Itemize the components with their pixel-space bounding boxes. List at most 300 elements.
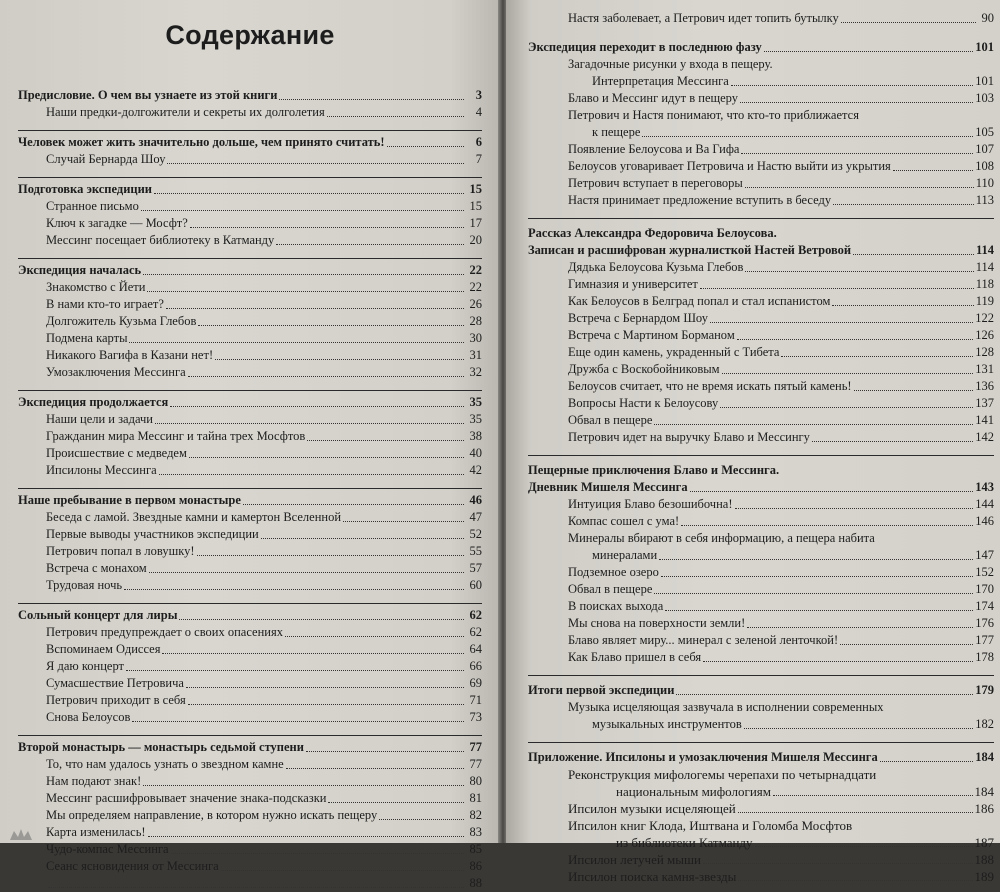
toc-entry-page: 184 <box>974 784 994 799</box>
toc-entry-title: Происшествие с медведем <box>46 446 187 460</box>
toc-entry-title: Встреча с Мартином Борманом <box>568 328 735 342</box>
right-page <box>506 0 1000 884</box>
toc-entry-page: 28 <box>469 314 482 328</box>
leader-dots <box>148 836 464 837</box>
toc-entry-title: Сумасшествие Петровича <box>46 676 184 690</box>
toc-section <box>18 488 482 594</box>
toc-entry <box>528 429 994 446</box>
toc-entry <box>18 151 482 168</box>
toc-entry-page: 182 <box>975 717 994 731</box>
leader-dots <box>737 339 974 340</box>
toc-entry-title: Подземное озеро <box>568 565 659 579</box>
toc-section <box>528 675 994 733</box>
leader-dots <box>387 146 464 147</box>
toc-entry <box>528 716 994 733</box>
leader-dots <box>147 291 464 292</box>
toc-entry-page: 15 <box>469 199 482 213</box>
toc-entry <box>18 198 482 215</box>
toc-entry-title: Умозаключения Мессинга <box>46 365 186 379</box>
toc-entry <box>528 141 994 158</box>
leader-dots <box>893 170 973 171</box>
toc-entry-page: 152 <box>975 565 994 579</box>
toc-entry <box>528 615 994 632</box>
toc-entry <box>528 293 994 310</box>
toc-entry-title: Дружба с Воскобойниковым <box>568 362 720 376</box>
leader-dots <box>832 305 973 306</box>
toc-entry-page: 176 <box>975 616 994 630</box>
right-toc-list <box>528 39 994 885</box>
leader-dots <box>132 721 464 722</box>
toc-entry-page: 47 <box>469 510 482 524</box>
toc-section-heading <box>18 739 482 756</box>
toc-section-title: Экспедиция переходит в последнюю фазу <box>528 40 762 54</box>
toc-entry-page: 189 <box>974 869 994 884</box>
leader-dots <box>738 812 973 813</box>
toc-entry <box>528 10 994 27</box>
toc-entry <box>18 428 482 445</box>
toc-section <box>18 258 482 381</box>
toc-entry-title: Мессинг посещает библиотеку в Катманду <box>46 233 275 247</box>
toc-entry <box>528 90 994 107</box>
leader-dots <box>327 116 464 117</box>
toc-entry-title: Минералы вбирают в себя информацию, а пещера набита <box>568 531 875 545</box>
toc-entry-page: 101 <box>975 74 994 88</box>
toc-entry <box>18 858 482 875</box>
leader-dots <box>681 525 973 526</box>
toc-entry-page: 122 <box>975 311 994 325</box>
toc-entry <box>528 513 994 530</box>
toc-entry <box>528 56 994 73</box>
toc-section <box>18 87 482 121</box>
toc-section-heading <box>18 134 482 151</box>
leader-dots <box>141 210 464 211</box>
leader-dots <box>215 359 464 360</box>
toc-entry-page: 105 <box>975 125 994 139</box>
leader-dots <box>690 491 974 492</box>
toc-entry <box>528 276 994 293</box>
toc-section-heading <box>528 39 994 56</box>
toc-entry-page: 90 <box>981 11 994 25</box>
toc-entry <box>18 709 482 726</box>
publisher-emblem-icon <box>8 827 34 841</box>
toc-entry-title: Еще один камень, украденный с Тибета <box>568 345 780 359</box>
leader-dots <box>306 751 464 752</box>
toc-entry-page: 178 <box>975 650 994 664</box>
toc-entry-page: 174 <box>975 599 994 613</box>
leader-dots <box>853 254 974 255</box>
toc-entry <box>18 330 482 347</box>
toc-section <box>528 218 994 446</box>
toc-section-heading <box>528 242 994 259</box>
toc-entry <box>18 658 482 675</box>
toc-entry <box>18 756 482 773</box>
leader-dots <box>764 51 974 52</box>
toc-entry-title: Сеанс ясновидения от Мессинга <box>46 859 219 873</box>
leader-dots <box>276 244 464 245</box>
toc-entry-title: Дядька Белоусова Кузьма Глебов <box>568 260 744 274</box>
toc-entry-title: Встреча с монахом <box>46 561 147 575</box>
toc-entry-title: Компас сошел с ума! <box>568 514 680 528</box>
toc-entry-page: 110 <box>975 176 994 190</box>
toc-entry <box>528 395 994 412</box>
toc-entry-page: 66 <box>469 659 482 673</box>
toc-entry <box>528 530 994 547</box>
toc-entry-title: Гимназия и университет <box>568 277 698 291</box>
leader-dots <box>155 423 464 424</box>
toc-entry-page: 80 <box>469 774 482 788</box>
toc-entry <box>528 800 994 817</box>
toc-entry-page: 17 <box>469 216 482 230</box>
leader-dots <box>710 322 973 323</box>
leader-dots <box>642 136 973 137</box>
toc-entry-page: 20 <box>469 233 482 247</box>
toc-section-heading <box>18 607 482 624</box>
toc-entry-title: Петрович приходит в себя <box>46 693 186 707</box>
toc-entry-title: Белоусов считает, что не время искать пятый камень! <box>568 379 852 393</box>
toc-section-heading <box>18 87 482 104</box>
toc-entry <box>18 313 482 330</box>
toc-entry-page: 64 <box>469 642 482 656</box>
toc-entry <box>18 543 482 560</box>
toc-entry-page: 126 <box>975 328 994 342</box>
toc-entry-title: национальным мифологиям <box>616 784 771 799</box>
leader-dots <box>197 555 464 556</box>
leader-dots <box>48 887 464 888</box>
toc-entry-title: Как Блаво пришел в себя <box>568 650 702 664</box>
toc-entry <box>18 364 482 381</box>
toc-section-page: 77 <box>469 740 482 754</box>
toc-entry-page: 144 <box>975 497 994 511</box>
toc-section <box>18 735 482 892</box>
toc-entry-page: 88 <box>469 876 482 890</box>
toc-entry-title: Реконструкция мифологемы черепахи по четырнадцати <box>568 767 877 782</box>
toc-entry <box>528 361 994 378</box>
toc-entry-page: 108 <box>975 159 994 173</box>
toc-entry-page: 73 <box>469 710 482 724</box>
left-toc-list <box>18 87 482 892</box>
toc-entry-title: Беседа с ламой. Звездные камни и камертон Вселенной <box>46 510 342 524</box>
toc-entry <box>18 526 482 543</box>
leader-dots <box>179 619 464 620</box>
toc-entry-title: Ипсилон музыки исцеляющей <box>568 801 736 816</box>
toc-section-title: Экспедиция продолжается <box>18 395 169 409</box>
leader-dots <box>654 593 973 594</box>
toc-entry-page: 57 <box>469 561 482 575</box>
toc-entry <box>18 875 482 892</box>
toc-entry-page: 31 <box>469 348 482 362</box>
leader-dots <box>741 153 973 154</box>
toc-entry-page: 71 <box>469 693 482 707</box>
toc-entry-title: Настя принимает предложение вступить в беседу <box>568 193 832 207</box>
toc-entry <box>528 259 994 276</box>
toc-entry-page: 83 <box>469 825 482 839</box>
toc-entry <box>528 107 994 124</box>
toc-section <box>528 39 994 209</box>
leader-dots <box>261 538 464 539</box>
toc-entry <box>528 496 994 513</box>
toc-section-page: 62 <box>469 608 482 622</box>
toc-entry-page: 187 <box>974 835 994 850</box>
toc-entry-title: В поисках выхода <box>568 599 664 613</box>
leader-dots <box>840 644 973 645</box>
toc-entry-title: Трудовая ночь <box>46 578 123 592</box>
toc-entry-title: минералами <box>592 548 658 562</box>
toc-entry <box>18 279 482 296</box>
toc-entry-title: Настя заболевает, а Петрович идет топить бутылку <box>568 11 839 25</box>
toc-entry-title: Знакомство с Йети <box>46 280 146 294</box>
toc-entry-title: Снова Белоусов <box>46 710 131 724</box>
toc-entry-page: 32 <box>469 365 482 379</box>
leader-dots <box>738 880 972 881</box>
leader-dots <box>149 572 464 573</box>
toc-entry-title: Вспоминаем Одиссея <box>46 642 161 656</box>
toc-entry-title: В нами кто-то играет? <box>46 297 164 311</box>
toc-entry-page: 128 <box>975 345 994 359</box>
toc-entry-page: 38 <box>469 429 482 443</box>
toc-entry <box>528 158 994 175</box>
toc-entry-page: 103 <box>975 91 994 105</box>
toc-entry <box>18 773 482 790</box>
toc-entry-title: Как Белоусов в Белград попал и стал испанистом <box>568 294 831 308</box>
toc-entry-page: 60 <box>469 578 482 592</box>
toc-section <box>528 742 994 885</box>
toc-entry-title: Подмена карты <box>46 331 128 345</box>
toc-section-title: Сольный концерт для лиры <box>18 608 178 622</box>
toc-entry-page: 69 <box>469 676 482 690</box>
leader-dots <box>143 785 464 786</box>
toc-entry-page: 7 <box>475 152 482 166</box>
leader-dots <box>731 85 973 86</box>
toc-entry <box>528 73 994 90</box>
toc-entry-page: 131 <box>975 362 994 376</box>
toc-entry-title: Петрович идет на выручку Блаво и Мессингу <box>568 430 810 444</box>
leader-dots <box>841 22 976 23</box>
toc-entry-title: Блаво являет миру... минерал с зеленой ленточкой! <box>568 633 839 647</box>
toc-entry <box>18 807 482 824</box>
leader-dots <box>126 670 464 671</box>
toc-entry-title: Ипсилон летучей мыши <box>568 852 701 867</box>
toc-entry-title: Обвал в пещере <box>568 413 653 427</box>
page-title: Содержание <box>165 20 335 50</box>
toc-entry-title: Блаво и Мессинг идут в пещеру <box>568 91 739 105</box>
toc-entry-title: Ключ к загадке — Мосфт? <box>46 216 188 230</box>
leader-dots <box>747 627 973 628</box>
toc-entry <box>528 766 994 783</box>
toc-entry-title: То, что нам удалось узнать о звездном камне <box>46 757 284 771</box>
toc-entry-title: Нам подают знак! <box>46 774 142 788</box>
toc-entry-title: Петрович попал в ловушку! <box>46 544 195 558</box>
toc-entry-title: Наши предки-долгожители и секреты их долголетия <box>46 105 325 119</box>
leader-dots <box>740 102 973 103</box>
toc-entry-title: Появление Белоусова и Ва Гифа <box>568 142 740 156</box>
toc-entry <box>18 641 482 658</box>
toc-section-page: 179 <box>975 683 994 697</box>
toc-entry-page: 107 <box>975 142 994 156</box>
toc-entry-title: Никакого Вагифа в Казани нет! <box>46 348 214 362</box>
toc-entry-page: 146 <box>975 514 994 528</box>
toc-entry-page: 137 <box>975 396 994 410</box>
toc-entry-title: Встреча с Бернардом Шоу <box>568 311 708 325</box>
leader-dots <box>654 424 973 425</box>
toc-entry <box>528 310 994 327</box>
toc-section-page: 101 <box>975 40 994 54</box>
toc-section <box>18 603 482 726</box>
toc-entry-title: Петрович и Настя понимают, что кто-то приближается <box>568 108 859 122</box>
leader-dots <box>159 474 464 475</box>
toc-section-page: 184 <box>975 750 994 764</box>
toc-entry-title: Мы определяем направление, в котором нужно искать пещеру <box>46 808 378 822</box>
leader-dots <box>129 342 464 343</box>
toc-entry <box>528 192 994 209</box>
toc-section-title: Приложение. Ипсилоны и умозаключения Мишеля Мессинга <box>528 750 878 764</box>
toc-entry <box>18 560 482 577</box>
leader-dots <box>744 728 974 729</box>
toc-entry <box>528 327 994 344</box>
toc-entry <box>528 547 994 564</box>
leader-dots <box>703 863 973 864</box>
toc-section-title-line: Рассказ Александра Федоровича Белоусова. <box>528 226 777 240</box>
leader-dots <box>833 204 974 205</box>
toc-entry-page: 22 <box>469 280 482 294</box>
leader-dots <box>735 508 974 509</box>
leader-dots <box>188 704 464 705</box>
leader-dots <box>700 288 974 289</box>
toc-section-title: Итоги первой экспедиции <box>528 683 675 697</box>
toc-entry-page: 142 <box>975 430 994 444</box>
toc-entry <box>528 817 994 834</box>
toc-section <box>18 130 482 168</box>
toc-entry-title: Петрович вступает в переговоры <box>568 176 743 190</box>
toc-entry-page: 113 <box>975 193 994 207</box>
toc-entry-title: Ипсилон книг Клода, Иштвана и Голомба Мосфтов <box>568 818 853 833</box>
toc-entry <box>18 824 482 841</box>
leader-dots <box>154 193 464 194</box>
leader-dots <box>221 870 464 871</box>
toc-entry-page: 147 <box>975 548 994 562</box>
toc-entry-page: 86 <box>469 859 482 873</box>
toc-entry-title: Ипсилон поиска камня-звезды <box>568 869 737 884</box>
toc-entry-page: 26 <box>469 297 482 311</box>
leader-dots <box>781 356 973 357</box>
leader-dots <box>170 406 464 407</box>
toc-entry <box>18 232 482 249</box>
toc-entry-page: 119 <box>975 294 994 308</box>
leader-dots <box>665 610 973 611</box>
leader-dots <box>343 521 464 522</box>
toc-entry-title: Чудо-компас Мессинга <box>46 842 169 856</box>
toc-entry <box>18 692 482 709</box>
toc-entry-page: 52 <box>469 527 482 541</box>
leader-dots <box>186 687 464 688</box>
leader-dots <box>661 576 973 577</box>
toc-section-title: Подготовка экспедиции <box>18 182 152 196</box>
toc-section-page: 46 <box>469 493 482 507</box>
toc-entry-page: 62 <box>469 625 482 639</box>
toc-entry <box>18 790 482 807</box>
leader-dots <box>773 795 973 796</box>
toc-entry <box>528 412 994 429</box>
leader-dots <box>854 390 974 391</box>
toc-entry-title: Интуиция Блаво безошибочна! <box>568 497 733 511</box>
leader-dots <box>676 694 973 695</box>
toc-entry <box>528 598 994 615</box>
toc-entry-title: Ипсилоны Мессинга <box>46 463 157 477</box>
leader-dots <box>812 441 973 442</box>
toc-section-page: 15 <box>469 182 482 196</box>
leader-dots <box>880 761 974 762</box>
toc-entry <box>18 462 482 479</box>
toc-section-title: Человек может жить значительно дольше, чем принято считать! <box>18 135 385 149</box>
toc-entry-page: 114 <box>975 260 994 274</box>
toc-entry-page: 141 <box>975 413 994 427</box>
toc-section <box>18 390 482 479</box>
toc-entry-page: 4 <box>475 105 482 119</box>
toc-entry-page: 40 <box>469 446 482 460</box>
leader-dots <box>379 819 464 820</box>
toc-section-page: 22 <box>469 263 482 277</box>
toc-entry-page: 77 <box>469 757 482 771</box>
toc-entry-page: 35 <box>469 412 482 426</box>
toc-entry-title: Обвал в пещере <box>568 582 653 596</box>
toc-section-title: Записан и расшифрован журналисткой Настей Ветровой <box>528 243 852 257</box>
toc-entry-page: 118 <box>975 277 994 291</box>
toc-section-heading <box>18 262 482 279</box>
leader-dots <box>190 227 464 228</box>
leader-dots <box>143 274 464 275</box>
toc-section-page: 143 <box>975 480 994 494</box>
toc-entry <box>18 104 482 121</box>
toc-entry-title: Вопросы Насти к Белоусову <box>568 396 719 410</box>
toc-entry-page: 170 <box>975 582 994 596</box>
toc-entry-title: к пещере <box>592 125 641 139</box>
leader-dots <box>171 853 464 854</box>
leader-dots <box>243 504 464 505</box>
toc-section-heading <box>18 492 482 509</box>
toc-entry-page: 188 <box>974 852 994 867</box>
leader-dots <box>722 373 974 374</box>
toc-entry <box>18 675 482 692</box>
toc-entry <box>528 649 994 666</box>
leader-dots <box>745 187 974 188</box>
leader-dots <box>162 653 464 654</box>
toc-entry <box>18 445 482 462</box>
toc-entry-page: 136 <box>975 379 994 393</box>
toc-section-heading <box>528 479 994 496</box>
toc-entry <box>528 124 994 141</box>
toc-entry-title: Мессинг расшифровывает значение знака-подсказки <box>46 791 327 805</box>
leader-dots <box>755 846 973 847</box>
leader-dots <box>198 325 464 326</box>
toc-entry <box>18 215 482 232</box>
toc-entry-title: из библиотеки Катманду <box>616 835 753 850</box>
leader-dots <box>285 636 464 637</box>
leader-dots <box>328 802 464 803</box>
toc-entry <box>528 632 994 649</box>
toc-section-page: 3 <box>475 88 482 102</box>
toc-section-heading <box>18 181 482 198</box>
toc-entry-title: Случай Бернарда Шоу <box>46 152 166 166</box>
leader-dots <box>659 559 973 560</box>
toc-section-page: 35 <box>469 395 482 409</box>
toc-entry-page: 85 <box>469 842 482 856</box>
leader-dots <box>167 163 464 164</box>
toc-entry-title: Интерпретация Мессинга <box>592 74 729 88</box>
toc-entry-title: музыкальных инструментов <box>592 717 742 731</box>
toc-entry <box>18 841 482 858</box>
toc-section-title: Дневник Мишеля Мессинга <box>528 480 688 494</box>
leader-dots <box>307 440 464 441</box>
toc-entry <box>528 581 994 598</box>
